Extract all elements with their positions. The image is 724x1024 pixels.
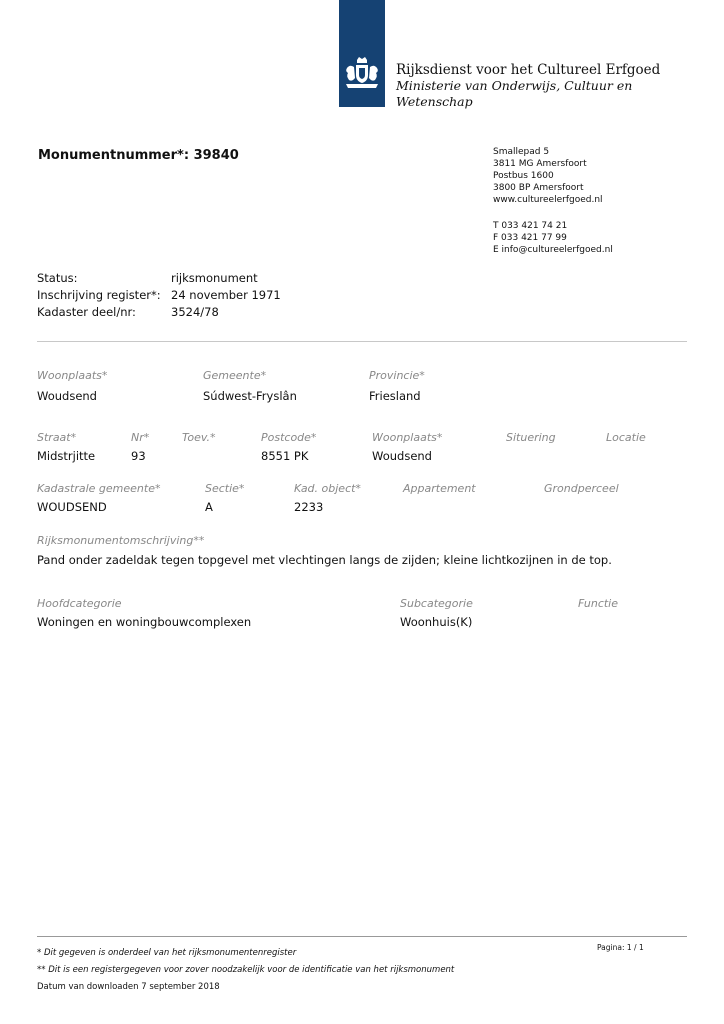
gemeente-label: Gemeente* <box>203 369 267 382</box>
footnote-2: ** Dit is een registergegeven voor zover noodzakelijk voor de identificatie van het rijksmonument <box>37 965 455 975</box>
hoofdcategorie-label: Hoofdcategorie <box>37 597 122 610</box>
footnote-1: * Dit gegeven is onderdeel van het rijksmonumentenregister <box>37 948 297 958</box>
address-block <box>493 146 603 206</box>
nr-label: Nr* <box>131 431 150 444</box>
adres-woonplaats-value: Woudsend <box>372 449 432 463</box>
appartement-label: Appartement <box>403 482 476 495</box>
register-row <box>37 288 281 302</box>
divider <box>37 341 687 342</box>
woonplaats-label: Woonplaats* <box>37 369 108 382</box>
address-pobox-city: 3800 BP Amersfoort <box>493 183 584 193</box>
org-line-1: Rijksdienst voor het Cultureel Erfgoed <box>396 62 661 78</box>
postcode-value: 8551 PK <box>261 449 309 463</box>
monument-number-value: 39840 <box>193 148 239 163</box>
kad-object-value: 2233 <box>294 500 324 514</box>
toev-label: Toev.* <box>182 431 216 444</box>
status-row <box>37 271 258 285</box>
org-line-2: Ministerie van Onderwijs, Cultuur en <box>396 78 633 93</box>
address-street: Smallepad 5 <box>493 147 550 157</box>
status-label: Status: <box>37 271 78 285</box>
nr-value: 93 <box>131 449 146 463</box>
monument-number <box>38 148 239 163</box>
sectie-value: A <box>205 500 213 514</box>
address-website[interactable]: www.cultureelerfgoed.nl <box>493 195 603 205</box>
org-line-3: Wetenschap <box>396 94 473 109</box>
kadaster-label: Kadaster deel/nr: <box>37 305 136 319</box>
straat-value: Midstrjitte <box>37 449 96 463</box>
kadastrale-gemeente-value: WOUDSEND <box>37 500 107 514</box>
provincie-label: Provincie* <box>369 369 425 382</box>
contact-block <box>493 220 613 256</box>
omschrijving-label: Rijksmonumentomschrijving** <box>37 534 205 547</box>
contact-phone: T 033 421 74 21 <box>493 221 568 231</box>
postcode-label: Postcode* <box>261 431 317 444</box>
functie-label: Functie <box>578 597 619 610</box>
gemeente-value: Súdwest-Fryslân <box>203 389 297 403</box>
organisation-name <box>396 62 660 110</box>
status-value: rijksmonument <box>171 271 258 285</box>
contact-email[interactable]: E info@cultureelerfgoed.nl <box>493 245 613 255</box>
grondperceel-label: Grondperceel <box>544 482 619 495</box>
address-pobox: Postbus 1600 <box>493 171 554 181</box>
download-date: Datum van downloaden 7 september 2018 <box>37 982 220 992</box>
kadaster-row <box>37 305 219 319</box>
footer-divider <box>37 936 687 937</box>
woonplaats-value: Woudsend <box>37 389 97 403</box>
coat-of-arms-icon <box>343 56 381 96</box>
kadaster-value: 3524/78 <box>171 305 219 319</box>
register-label: Inschrijving register*: <box>37 288 161 302</box>
kad-object-label: Kad. object* <box>294 482 361 495</box>
kadastrale-gemeente-label: Kadastrale gemeente* <box>37 482 161 495</box>
hoofdcategorie-value: Woningen en woningbouwcomplexen <box>37 615 252 629</box>
straat-label: Straat* <box>37 431 77 444</box>
rijksoverheid-logo <box>339 0 385 107</box>
adres-woonplaats-label: Woonplaats* <box>372 431 443 444</box>
subcategorie-label: Subcategorie <box>400 597 473 610</box>
monument-number-label: Monumentnummer*: <box>38 148 190 163</box>
locatie-label: Locatie <box>606 431 646 444</box>
omschrijving-text: Pand onder zadeldak tegen topgevel met vlechtingen langs de zijden; kleine lichtkozijnen in de top. <box>37 553 612 567</box>
subcategorie-value: Woonhuis(K) <box>400 615 473 629</box>
page-number: Pagina: 1 / 1 <box>597 943 644 952</box>
address-postcode-city: 3811 MG Amersfoort <box>493 159 587 169</box>
contact-fax: F 033 421 77 99 <box>493 233 567 243</box>
provincie-value: Friesland <box>369 389 421 403</box>
sectie-label: Sectie* <box>205 482 245 495</box>
situering-label: Situering <box>506 431 556 444</box>
register-value: 24 november 1971 <box>171 288 281 302</box>
